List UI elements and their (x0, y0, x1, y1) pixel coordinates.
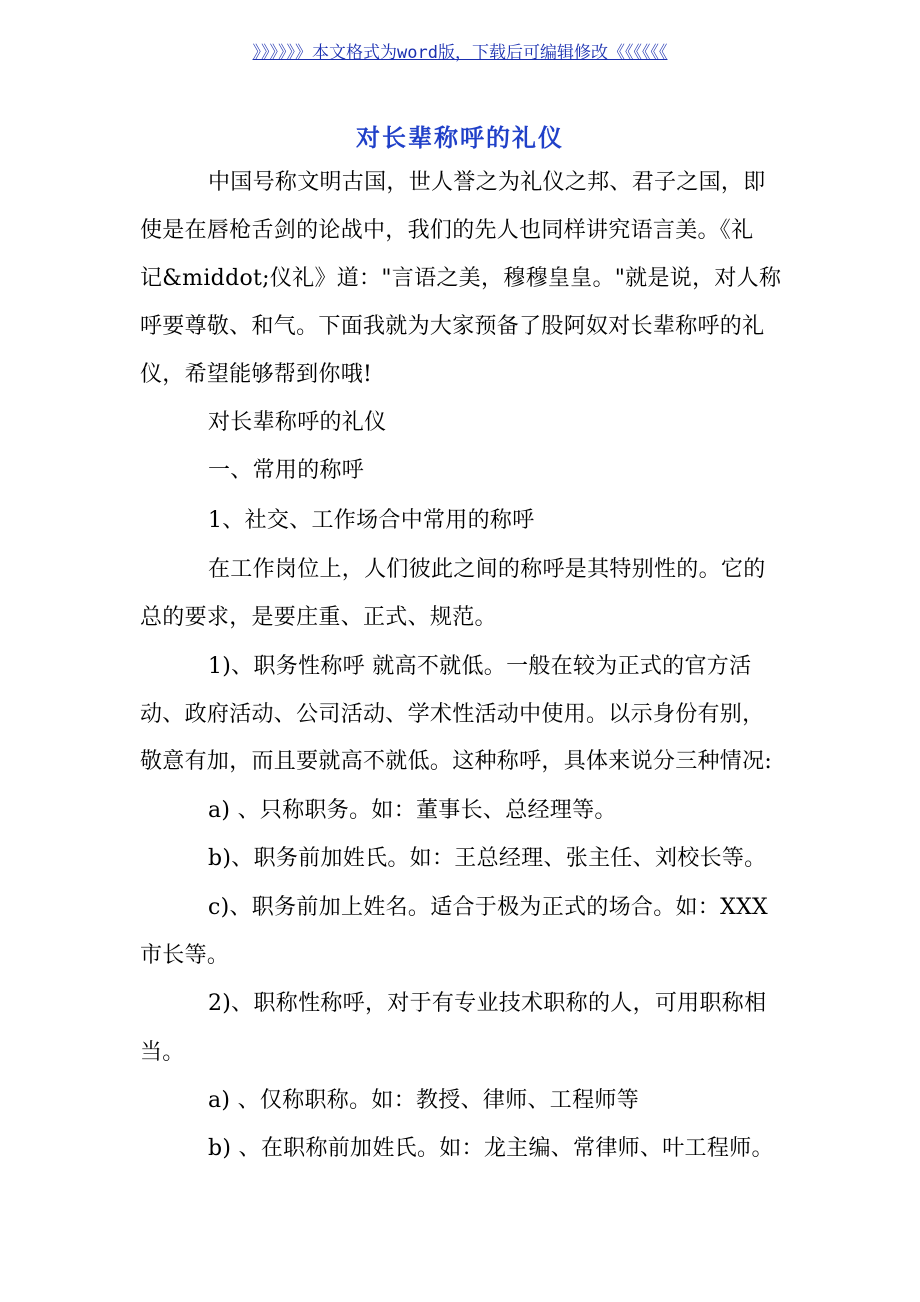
paragraph-line: 使是在唇枪舌剑的论战中，我们的先人也同样讲究语言美。《礼 (140, 218, 754, 243)
paragraph-line: 呼要尊敬、和气。下面我就为大家预备了股阿奴对长辈称呼的礼 (140, 314, 765, 339)
paragraph-line: 当。 (140, 1040, 185, 1065)
list-item: 市长等。 (140, 943, 230, 968)
list-item: b)、职务前加姓氏。如：王总经理、张主任、刘校长等。 (208, 846, 767, 871)
paragraph-line: 记&middot;仪礼》道："言语之美，穆穆皇皇。"就是说，对人称 (140, 266, 782, 291)
paragraph-line: 总的要求，是要庄重、正式、规范。 (140, 605, 497, 630)
paragraph-line: 2)、职称性称呼，对于有专业技术职称的人，可用职称相 (208, 991, 767, 1016)
download-notice-link[interactable]: 》》》》》》本文格式为word版，下载后可编辑修改《《《《《《 (252, 43, 668, 63)
paragraph-line: 敬意有加，而且要就高不就低。这种称呼，具体来说分三种情况: (140, 749, 773, 774)
paragraph-line: 在工作岗位上，人们彼此之间的称呼是其特别性的。它的 (208, 557, 766, 582)
list-item: b) 、在职称前加姓氏。如：龙主编、常律师、叶工程师。 (208, 1136, 774, 1161)
paragraph-line: 仪，希望能够帮到你哦! (140, 362, 373, 387)
list-item: c)、职务前加上姓名。适合于极为正式的场合。如：XXX (208, 895, 768, 920)
subsection-heading: 1、社交、工作场合中常用的称呼 (208, 508, 535, 533)
section-heading: 对长辈称呼的礼仪 (208, 410, 387, 435)
paragraph-line: 中国号称文明古国，世人誉之为礼仪之邦、君子之国，即 (208, 170, 766, 195)
list-item: a) 、仅称职称。如：教授、律师、工程师等 (208, 1088, 639, 1113)
paragraph-line: 动、政府活动、公司活动、学术性活动中使用。以示身份有别， (140, 702, 765, 727)
paragraph-line: 1)、职务性称呼 就高不就低。一般在较为正式的官方活 (208, 654, 752, 679)
subsection-heading: 一、常用的称呼 (208, 458, 365, 483)
list-item: a) 、只称职务。如：董事长、总经理等。 (208, 798, 617, 823)
document-title: 对长辈称呼的礼仪 (356, 124, 564, 152)
